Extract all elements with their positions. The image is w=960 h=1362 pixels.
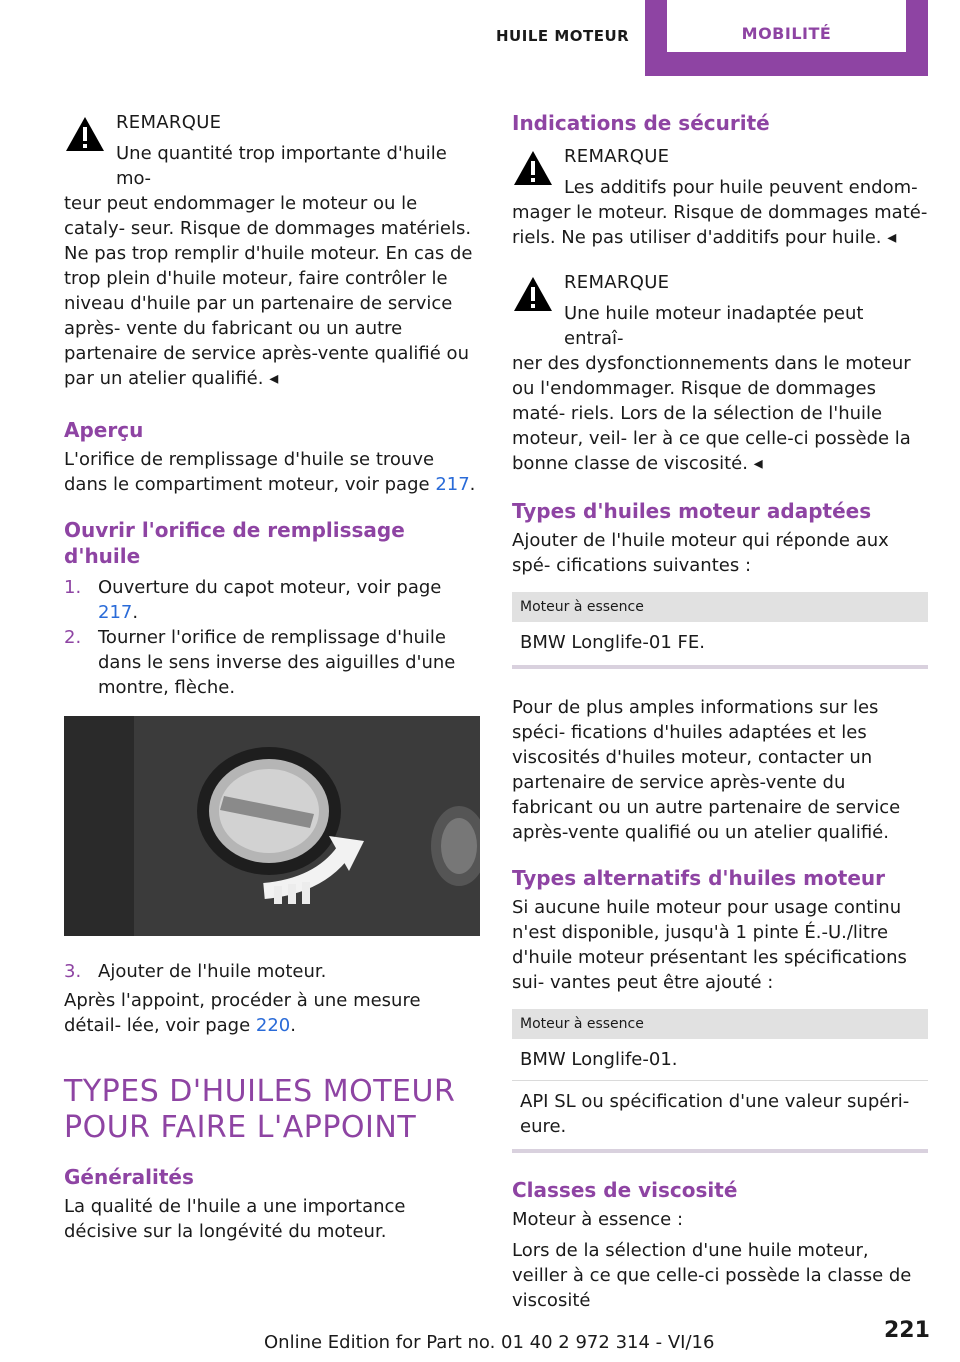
header-section [478, 0, 644, 62]
warning-additives [512, 144, 928, 250]
heading-viscosite: Classes de viscosité [512, 1178, 738, 1202]
after-text: Après l'appoint, procéder à une mesure détail‐ lée, voir page 220. [64, 990, 421, 1036]
table-header: Moteur à essence [512, 592, 928, 622]
generalites-text: La qualité de l'huile a une importance décisive sur la longévité du moteur. [64, 1196, 406, 1242]
warning-title: REMARQUE [564, 272, 670, 293]
page-link-217[interactable]: 217 [98, 602, 133, 623]
page-footer [0, 1318, 960, 1358]
list-item: 1. Ouverture du capot moteur, voir page 217. [64, 577, 442, 623]
adaptees-text: Ajouter de l'huile moteur qui réponde aux spé‐ cifications suivantes : [512, 530, 889, 576]
heading-apercu: Aperçu [64, 418, 144, 442]
table-row: BMW Longlife-01 FE. [512, 622, 928, 669]
page-link-217[interactable]: 217 [435, 474, 470, 495]
warning-first-line: Une quantité trop importante d'huile mo‐ [116, 143, 447, 189]
header-chapter-label: MOBILITÉ [741, 24, 832, 43]
table-row: BMW Longlife-01. [512, 1039, 928, 1081]
section-title-types: TYPES D'HUILES MOTEUR POUR FAIRE L'APPOINT [64, 1074, 456, 1145]
warning-text: ner des dysfonctionnements dans le moteur ou l'endommager. Risque de dommages maté‐ riels. Lors de la sélection de l'huile moteur, veil‐ ler à ce que celle-ci possède la bonne classe de viscosité. ◂ [512, 353, 911, 474]
oil-cap-photo [64, 716, 480, 936]
left-column [64, 110, 480, 1244]
heading-alternatifs: Types alternatifs d'huiles moteur [512, 866, 885, 890]
warning-icon [64, 114, 106, 154]
heading-ouvrir: Ouvrir l'orifice de remplissage d'huile [64, 518, 405, 568]
apercu-text: L'orifice de remplissage d'huile se trouve dans le compartiment moteur, voir page 217. [64, 449, 476, 495]
warning-text: teur peut endommager le moteur ou le cataly‐ seur. Risque de dommages matériels. Ne pas trop remplir d'huile moteur. En cas de trop plein d'huile moteur, faire contrôler le niveau d'huile par un partenaire de service après- vente du fabricant ou un autre partenaire de service après-vente qualifié ou par un atelier qualifié. ◂ [64, 193, 473, 389]
heading-adaptees: Types d'huiles moteur adaptées [512, 499, 872, 523]
warning-text: mager le moteur. Risque de dommages maté‐ riels. Ne pas utiliser d'additifs pour huile. ◂ [512, 202, 928, 248]
viscosite-line1: Moteur à essence : [512, 1209, 684, 1230]
alternatifs-text: Si aucune huile moteur pour usage continu n'est disponible, jusqu'à 1 pinte É.-U./litre d'huile moteur présentant les spécifications sui‐ vantes peut être ajouté : [512, 897, 907, 993]
spec-table-adaptees [512, 592, 928, 669]
header-section-label: HUILE MOTEUR [496, 27, 630, 45]
warning-title: REMARQUE [564, 146, 670, 167]
warning-icon [512, 148, 554, 188]
spec-table-alternatifs [512, 1009, 928, 1153]
warning-icon [512, 274, 554, 314]
list-item: 3. Ajouter de l'huile moteur. [64, 961, 327, 982]
heading-generalites: Généralités [64, 1165, 194, 1189]
heading-securite: Indications de sécurité [512, 111, 770, 135]
warning-unsuitable-oil [512, 270, 928, 476]
steps-list-continued [64, 959, 480, 984]
header-chapter-tab[interactable] [645, 0, 928, 76]
warning-first-line: Une huile moteur inadaptée peut entraî‐ [564, 303, 864, 349]
edition-note: Online Edition for Part no. 01 40 2 972 314 - VI/16 [264, 1332, 715, 1353]
viscosite-line2: Lors de la sélection d'une huile moteur, veiller à ce que celle-ci possède la classe de viscosité [512, 1240, 912, 1311]
warning-overfill [64, 110, 480, 391]
warning-title: REMARQUE [116, 112, 222, 133]
warning-first-line: Les additifs pour huile peuvent endom‐ [564, 177, 918, 198]
right-column [512, 110, 928, 1313]
page-link-220[interactable]: 220 [255, 1015, 291, 1036]
page-number: 221 [884, 1318, 930, 1343]
steps-list [64, 575, 480, 700]
table-header: Moteur à essence [512, 1009, 928, 1039]
list-item: 2. Tourner l'orifice de remplissage d'huile dans le sens inverse des aiguilles d'une montre, flèche. [64, 627, 456, 698]
table-row: API SL ou spécification d'une valeur supéri‐ eure. [512, 1081, 928, 1153]
plus-info-text: Pour de plus amples informations sur les spéci‐ fications d'huiles adaptées et les viscosités d'huiles moteur, contacter un partenaire de service après-vente du fabricant ou un autre partenaire de service après-vente qualifié ou un atelier qualifié. [512, 697, 901, 843]
